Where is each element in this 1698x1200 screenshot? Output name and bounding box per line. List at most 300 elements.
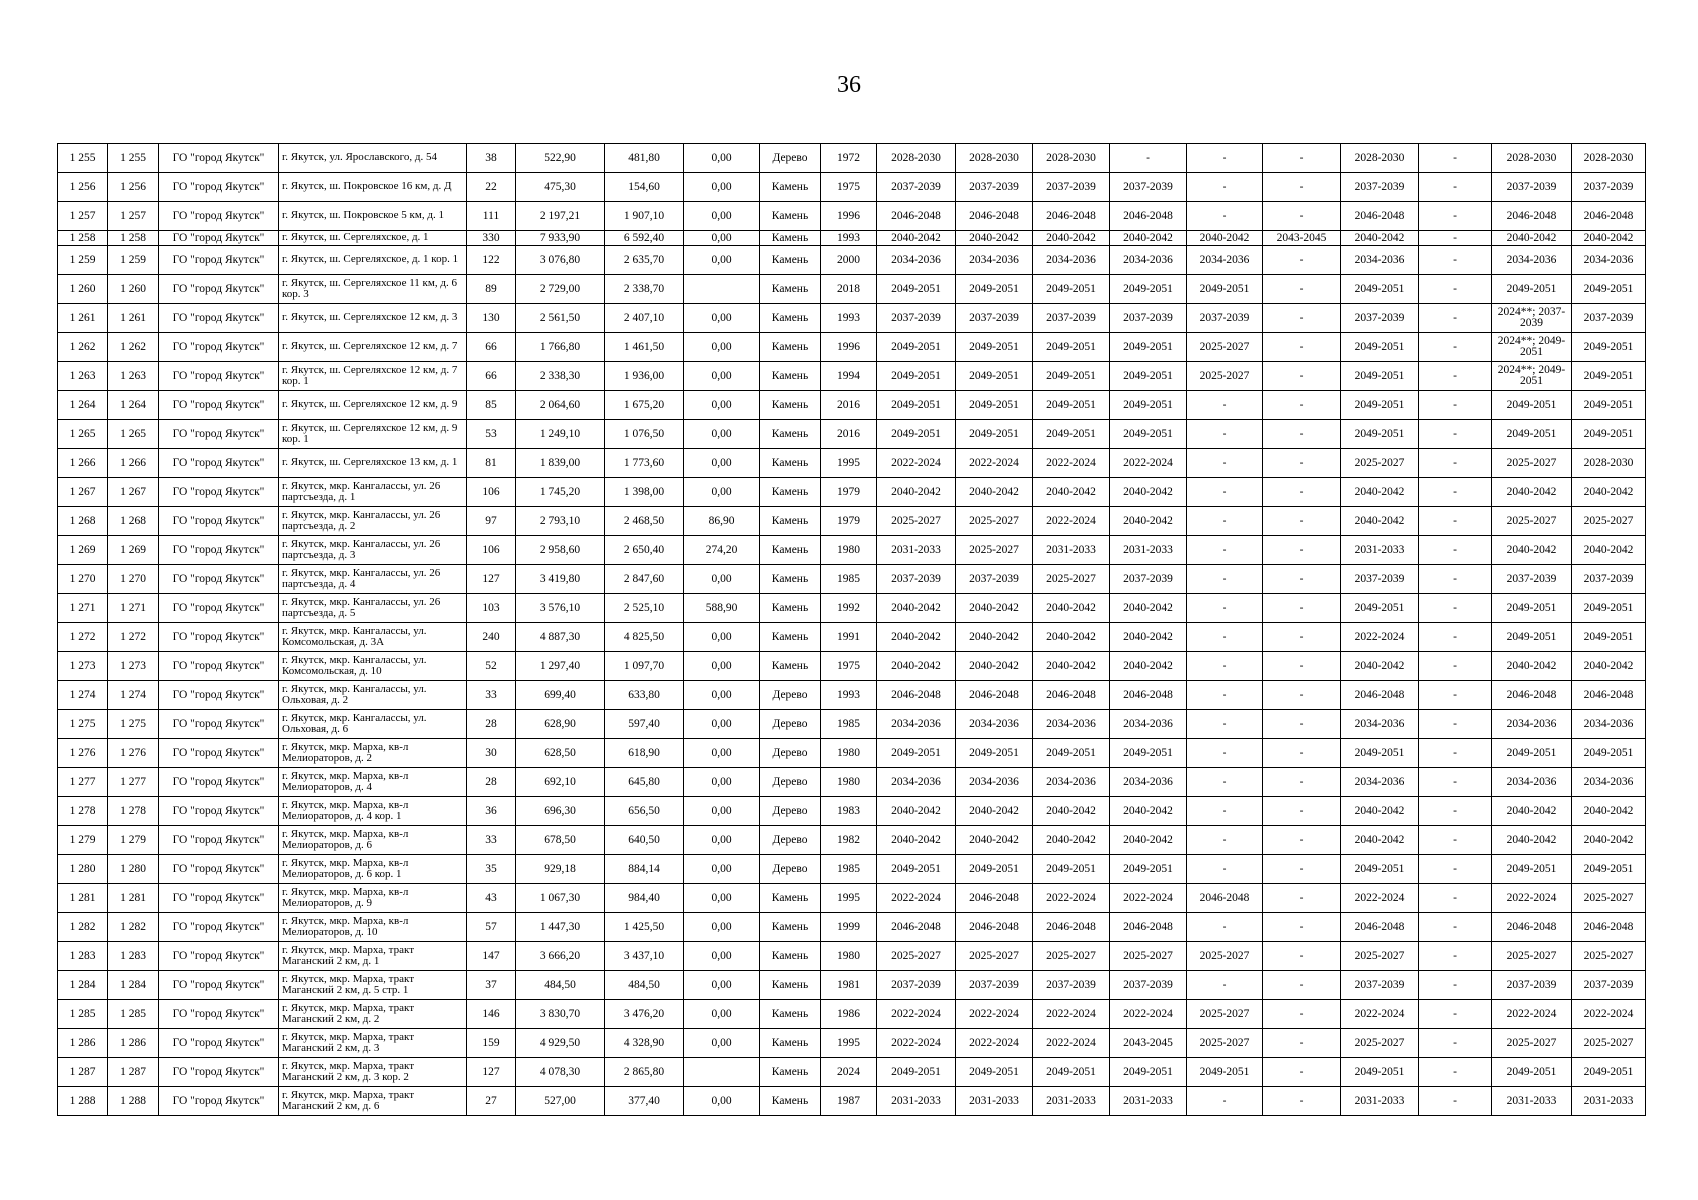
table-cell-col-18: -	[1419, 884, 1492, 913]
table-cell-col-14: 2037-2039	[1110, 173, 1187, 202]
table-cell-col-20: 2040-2042	[1572, 478, 1646, 507]
table-cell-col-14: 2034-2036	[1110, 710, 1187, 739]
table-cell-col-9: Дерево	[760, 681, 821, 710]
table-cell-col-2: 1 276	[108, 739, 159, 768]
table-cell-col-7: 4 825,50	[605, 623, 684, 652]
table-cell-col-20: 2034-2036	[1572, 768, 1646, 797]
table-cell-col-10: 2016	[821, 391, 877, 420]
table-cell-col-13: 2022-2024	[1033, 884, 1110, 913]
table-cell-col-12: 2022-2024	[956, 1000, 1033, 1029]
table-cell-col-10: 1979	[821, 507, 877, 536]
table-cell-col-12: 2049-2051	[956, 855, 1033, 884]
housing-register-table	[57, 143, 1646, 1116]
table-cell-col-16: -	[1263, 971, 1341, 1000]
table-cell-col-20: 2028-2030	[1572, 144, 1646, 173]
table-cell-col-10: 1980	[821, 768, 877, 797]
table-cell-col-6: 2 064,60	[516, 391, 605, 420]
table-cell-col-8: 0,00	[684, 855, 760, 884]
table-cell-col-14: 2049-2051	[1110, 391, 1187, 420]
table-cell-col-15: -	[1187, 652, 1263, 681]
table-cell-col-18: -	[1419, 536, 1492, 565]
table-cell-col-7: 2 338,70	[605, 275, 684, 304]
table-cell-col-8: 0,00	[684, 826, 760, 855]
table-cell-col-2: 1 268	[108, 507, 159, 536]
table-cell-col-17: 2049-2051	[1341, 420, 1419, 449]
table-cell-col-13: 2037-2039	[1033, 173, 1110, 202]
table-cell-col-1: 1 269	[58, 536, 108, 565]
table-cell-col-17: 2049-2051	[1341, 739, 1419, 768]
table-cell-col-8: 0,00	[684, 710, 760, 739]
table-cell-col-1: 1 280	[58, 855, 108, 884]
table-cell-col-1: 1 279	[58, 826, 108, 855]
table-cell-col-12: 2049-2051	[956, 362, 1033, 391]
table-cell-col-4: г. Якутск, ш. Сергеляхское 13 км, д. 1	[279, 449, 467, 478]
table-cell-col-19: 2034-2036	[1492, 246, 1572, 275]
table-cell-col-12: 2049-2051	[956, 420, 1033, 449]
table-cell-col-10: 2024	[821, 1058, 877, 1087]
table-cell-col-19: 2025-2027	[1492, 449, 1572, 478]
table-cell-col-11: 2022-2024	[877, 449, 956, 478]
table-cell-col-14: 2049-2051	[1110, 362, 1187, 391]
table-cell-col-11: 2049-2051	[877, 275, 956, 304]
table-cell-col-18: -	[1419, 1087, 1492, 1116]
table-cell-col-15: -	[1187, 536, 1263, 565]
table-cell-col-9: Камень	[760, 1029, 821, 1058]
table-cell-col-18: -	[1419, 565, 1492, 594]
table-cell-col-4: г. Якутск, ш. Сергеляхское 12 км, д. 9	[279, 391, 467, 420]
table-cell-col-9: Камень	[760, 246, 821, 275]
table-cell-col-3: ГО "город Якутск"	[159, 681, 279, 710]
table-cell-col-3: ГО "город Якутск"	[159, 478, 279, 507]
table-cell-col-4: г. Якутск, мкр. Марха, кв-л Мелиораторов, д. 6 кор. 1	[279, 855, 467, 884]
table-cell-col-15: -	[1187, 797, 1263, 826]
table-cell-col-11: 2037-2039	[877, 565, 956, 594]
table-cell-col-2: 1 279	[108, 826, 159, 855]
table-cell-col-11: 2046-2048	[877, 913, 956, 942]
table-cell-col-18: -	[1419, 913, 1492, 942]
table-cell-col-10: 1995	[821, 884, 877, 913]
table-cell-col-18: -	[1419, 1058, 1492, 1087]
table-cell-col-12: 2046-2048	[956, 913, 1033, 942]
table-cell-col-4: г. Якутск, мкр. Марха, кв-л Мелиораторов, д. 4 кор. 1	[279, 797, 467, 826]
table-cell-col-4: г. Якутск, мкр. Марха, тракт Маганский 2 км, д. 2	[279, 1000, 467, 1029]
table-cell-col-1: 1 261	[58, 304, 108, 333]
table-cell-col-19: 2046-2048	[1492, 913, 1572, 942]
table-cell-col-20: 2049-2051	[1572, 333, 1646, 362]
table-cell-col-15: -	[1187, 391, 1263, 420]
table-cell-col-11: 2049-2051	[877, 1058, 956, 1087]
table-cell-col-7: 2 635,70	[605, 246, 684, 275]
table-cell-col-3: ГО "город Якутск"	[159, 420, 279, 449]
table-row	[58, 333, 1646, 362]
table-cell-col-16: -	[1263, 536, 1341, 565]
table-cell-col-17: 2049-2051	[1341, 855, 1419, 884]
table-cell-col-7: 3 476,20	[605, 1000, 684, 1029]
table-cell-col-15: 2025-2027	[1187, 1029, 1263, 1058]
table-cell-col-7: 2 407,10	[605, 304, 684, 333]
table-cell-col-9: Камень	[760, 942, 821, 971]
table-cell-col-16: -	[1263, 942, 1341, 971]
table-cell-col-9: Камень	[760, 1087, 821, 1116]
table-cell-col-14: 2049-2051	[1110, 420, 1187, 449]
table-cell-col-5: 81	[467, 449, 516, 478]
table-cell-col-19: 2025-2027	[1492, 507, 1572, 536]
table-cell-col-19: 2049-2051	[1492, 623, 1572, 652]
table-cell-col-16: 2043-2045	[1263, 231, 1341, 246]
table-cell-col-6: 1 249,10	[516, 420, 605, 449]
table-cell-col-1: 1 268	[58, 507, 108, 536]
table-cell-col-6: 1 745,20	[516, 478, 605, 507]
table-cell-col-18: -	[1419, 202, 1492, 231]
table-cell-col-12: 2040-2042	[956, 623, 1033, 652]
table-cell-col-13: 2040-2042	[1033, 594, 1110, 623]
table-cell-col-19: 2022-2024	[1492, 884, 1572, 913]
table-cell-col-1: 1 277	[58, 768, 108, 797]
table-cell-col-10: 2018	[821, 275, 877, 304]
table-cell-col-1: 1 272	[58, 623, 108, 652]
table-cell-col-6: 3 576,10	[516, 594, 605, 623]
table-cell-col-8: 0,00	[684, 1087, 760, 1116]
table-cell-col-18: -	[1419, 507, 1492, 536]
table-cell-col-5: 36	[467, 797, 516, 826]
table-cell-col-9: Камень	[760, 173, 821, 202]
table-cell-col-2: 1 287	[108, 1058, 159, 1087]
table-cell-col-4: г. Якутск, ш. Сергеляхское 12 км, д. 3	[279, 304, 467, 333]
table-cell-col-13: 2049-2051	[1033, 333, 1110, 362]
table-cell-col-12: 2046-2048	[956, 202, 1033, 231]
table-cell-col-15: -	[1187, 855, 1263, 884]
table-cell-col-10: 1995	[821, 1029, 877, 1058]
table-cell-col-5: 111	[467, 202, 516, 231]
table-cell-col-8: 0,00	[684, 1000, 760, 1029]
table-cell-col-20: 2025-2027	[1572, 1029, 1646, 1058]
table-cell-col-5: 35	[467, 855, 516, 884]
table-cell-col-4: г. Якутск, ул. Ярославского, д. 54	[279, 144, 467, 173]
table-cell-col-15: -	[1187, 623, 1263, 652]
table-cell-col-15: -	[1187, 565, 1263, 594]
table-cell-col-5: 127	[467, 565, 516, 594]
table-cell-col-13: 2040-2042	[1033, 652, 1110, 681]
table-cell-col-10: 1972	[821, 144, 877, 173]
table-row	[58, 623, 1646, 652]
table-cell-col-5: 330	[467, 231, 516, 246]
table-cell-col-10: 1992	[821, 594, 877, 623]
table-cell-col-15: 2034-2036	[1187, 246, 1263, 275]
table-cell-col-18: -	[1419, 768, 1492, 797]
table-cell-col-8	[684, 275, 760, 304]
table-cell-col-16: -	[1263, 652, 1341, 681]
table-cell-col-14: 2046-2048	[1110, 913, 1187, 942]
table-cell-col-5: 146	[467, 1000, 516, 1029]
table-cell-col-4: г. Якутск, мкр. Марха, тракт Маганский 2 км, д. 6	[279, 1087, 467, 1116]
table-cell-col-12: 2037-2039	[956, 565, 1033, 594]
table-cell-col-10: 1999	[821, 913, 877, 942]
table-cell-col-9: Камень	[760, 623, 821, 652]
table-cell-col-8: 0,00	[684, 391, 760, 420]
table-cell-col-10: 1979	[821, 478, 877, 507]
table-cell-col-8: 0,00	[684, 797, 760, 826]
table-cell-col-17: 2040-2042	[1341, 507, 1419, 536]
table-row	[58, 652, 1646, 681]
table-cell-col-13: 2025-2027	[1033, 942, 1110, 971]
table-cell-col-4: г. Якутск, мкр. Кангаласcы, ул. 26 партсъезда, д. 3	[279, 536, 467, 565]
table-cell-col-15: -	[1187, 173, 1263, 202]
table-cell-col-14: 2022-2024	[1110, 884, 1187, 913]
table-cell-col-20: 2028-2030	[1572, 449, 1646, 478]
table-cell-col-19: 2025-2027	[1492, 1029, 1572, 1058]
table-cell-col-7: 1 936,00	[605, 362, 684, 391]
table-cell-col-20: 2049-2051	[1572, 739, 1646, 768]
table-cell-col-11: 2037-2039	[877, 971, 956, 1000]
table-cell-col-17: 2040-2042	[1341, 652, 1419, 681]
table-cell-col-18: -	[1419, 173, 1492, 202]
table-cell-col-8: 0,00	[684, 884, 760, 913]
table-cell-col-18: -	[1419, 681, 1492, 710]
table-cell-col-19: 2049-2051	[1492, 420, 1572, 449]
table-cell-col-12: 2040-2042	[956, 594, 1033, 623]
table-cell-col-10: 1991	[821, 623, 877, 652]
table-cell-col-9: Дерево	[760, 710, 821, 739]
table-cell-col-4: г. Якутск, мкр. Кангаласcы, ул. Комсомольская, д. 3А	[279, 623, 467, 652]
table-cell-col-1: 1 257	[58, 202, 108, 231]
table-cell-col-17: 2022-2024	[1341, 884, 1419, 913]
table-cell-col-7: 884,14	[605, 855, 684, 884]
table-cell-col-6: 699,40	[516, 681, 605, 710]
table-cell-col-17: 2031-2033	[1341, 1087, 1419, 1116]
table-cell-col-4: г. Якутск, мкр. Кангаласcы, ул. 26 партсъезда, д. 4	[279, 565, 467, 594]
table-cell-col-14: 2049-2051	[1110, 739, 1187, 768]
table-cell-col-18: -	[1419, 855, 1492, 884]
table-cell-col-5: 106	[467, 536, 516, 565]
table-cell-col-20: 2049-2051	[1572, 1058, 1646, 1087]
table-cell-col-12: 2049-2051	[956, 739, 1033, 768]
table-cell-col-10: 2016	[821, 420, 877, 449]
table-cell-col-14: 2037-2039	[1110, 565, 1187, 594]
table-cell-col-11: 2040-2042	[877, 652, 956, 681]
table-cell-col-15: -	[1187, 681, 1263, 710]
table-row	[58, 913, 1646, 942]
table-cell-col-2: 1 256	[108, 173, 159, 202]
table-cell-col-5: 66	[467, 362, 516, 391]
table-cell-col-8: 0,00	[684, 623, 760, 652]
table-cell-col-11: 2049-2051	[877, 391, 956, 420]
table-cell-col-15: -	[1187, 420, 1263, 449]
table-cell-col-11: 2040-2042	[877, 623, 956, 652]
table-cell-col-9: Дерево	[760, 797, 821, 826]
table-cell-col-18: -	[1419, 710, 1492, 739]
table-cell-col-10: 1975	[821, 173, 877, 202]
table-cell-col-2: 1 259	[108, 246, 159, 275]
table-row	[58, 681, 1646, 710]
table-cell-col-15: 2037-2039	[1187, 304, 1263, 333]
table-cell-col-19: 2024**; 2049-2051	[1492, 333, 1572, 362]
table-cell-col-7: 618,90	[605, 739, 684, 768]
table-cell-col-3: ГО "город Якутск"	[159, 826, 279, 855]
table-cell-col-5: 159	[467, 1029, 516, 1058]
table-cell-col-18: -	[1419, 304, 1492, 333]
table-cell-col-3: ГО "город Якутск"	[159, 173, 279, 202]
table-cell-col-8: 0,00	[684, 913, 760, 942]
table-row	[58, 391, 1646, 420]
table-cell-col-3: ГО "город Якутск"	[159, 144, 279, 173]
table-cell-col-12: 2040-2042	[956, 652, 1033, 681]
table-cell-col-2: 1 267	[108, 478, 159, 507]
table-cell-col-8: 0,00	[684, 1029, 760, 1058]
table-cell-col-11: 2046-2048	[877, 681, 956, 710]
table-cell-col-5: 240	[467, 623, 516, 652]
table-cell-col-9: Дерево	[760, 768, 821, 797]
table-cell-col-4: г. Якутск, мкр. Марха, кв-л Мелиораторов, д. 9	[279, 884, 467, 913]
table-cell-col-10: 1985	[821, 565, 877, 594]
table-cell-col-11: 2022-2024	[877, 884, 956, 913]
table-cell-col-4: г. Якутск, ш. Сергеляхское, д. 1 кор. 1	[279, 246, 467, 275]
table-cell-col-11: 2022-2024	[877, 1000, 956, 1029]
table-cell-col-12: 2040-2042	[956, 231, 1033, 246]
table-cell-col-2: 1 284	[108, 971, 159, 1000]
table-cell-col-20: 2031-2033	[1572, 1087, 1646, 1116]
table-cell-col-16: -	[1263, 565, 1341, 594]
table-cell-col-11: 2028-2030	[877, 144, 956, 173]
table-cell-col-11: 2022-2024	[877, 1029, 956, 1058]
table-cell-col-19: 2034-2036	[1492, 768, 1572, 797]
table-cell-col-7: 640,50	[605, 826, 684, 855]
table-cell-col-3: ГО "город Якутск"	[159, 333, 279, 362]
table-cell-col-1: 1 285	[58, 1000, 108, 1029]
table-cell-col-19: 2022-2024	[1492, 1000, 1572, 1029]
table-cell-col-5: 127	[467, 1058, 516, 1087]
table-cell-col-8: 0,00	[684, 173, 760, 202]
table-cell-col-9: Камень	[760, 420, 821, 449]
table-cell-col-20: 2049-2051	[1572, 275, 1646, 304]
table-cell-col-12: 2046-2048	[956, 884, 1033, 913]
table-cell-col-3: ГО "город Якутск"	[159, 1087, 279, 1116]
table-row	[58, 173, 1646, 202]
table-cell-col-20: 2037-2039	[1572, 304, 1646, 333]
table-cell-col-11: 2040-2042	[877, 594, 956, 623]
table-cell-col-12: 2037-2039	[956, 971, 1033, 1000]
table-cell-col-2: 1 264	[108, 391, 159, 420]
table-cell-col-6: 696,30	[516, 797, 605, 826]
table-cell-col-7: 2 847,60	[605, 565, 684, 594]
table-cell-col-6: 475,30	[516, 173, 605, 202]
table-cell-col-5: 89	[467, 275, 516, 304]
table-cell-col-16: -	[1263, 1058, 1341, 1087]
table-cell-col-13: 2022-2024	[1033, 507, 1110, 536]
table-cell-col-13: 2049-2051	[1033, 420, 1110, 449]
table-cell-col-2: 1 266	[108, 449, 159, 478]
table-cell-col-18: -	[1419, 971, 1492, 1000]
table-cell-col-6: 929,18	[516, 855, 605, 884]
table-cell-col-8: 0,00	[684, 144, 760, 173]
table-cell-col-20: 2049-2051	[1572, 362, 1646, 391]
table-row	[58, 420, 1646, 449]
table-cell-col-1: 1 266	[58, 449, 108, 478]
table-cell-col-2: 1 275	[108, 710, 159, 739]
table-cell-col-18: -	[1419, 478, 1492, 507]
table-cell-col-1: 1 273	[58, 652, 108, 681]
table-cell-col-8: 0,00	[684, 652, 760, 681]
table-cell-col-1: 1 281	[58, 884, 108, 913]
table-cell-col-2: 1 278	[108, 797, 159, 826]
table-cell-col-13: 2022-2024	[1033, 1000, 1110, 1029]
table-cell-col-19: 2049-2051	[1492, 1058, 1572, 1087]
table-cell-col-13: 2049-2051	[1033, 1058, 1110, 1087]
table-cell-col-1: 1 258	[58, 231, 108, 246]
table-cell-col-2: 1 258	[108, 231, 159, 246]
table-cell-col-2: 1 255	[108, 144, 159, 173]
table-row	[58, 231, 1646, 246]
table-cell-col-14: 2022-2024	[1110, 449, 1187, 478]
table-cell-col-14: 2040-2042	[1110, 623, 1187, 652]
table-cell-col-16: -	[1263, 768, 1341, 797]
table-cell-col-15: -	[1187, 739, 1263, 768]
table-cell-col-6: 1 297,40	[516, 652, 605, 681]
table-cell-col-5: 43	[467, 884, 516, 913]
table-cell-col-4: г. Якутск, мкр. Кангаласcы, ул. 26 партсъезда, д. 2	[279, 507, 467, 536]
table-cell-col-10: 1980	[821, 739, 877, 768]
table-cell-col-3: ГО "город Якутск"	[159, 362, 279, 391]
table-cell-col-11: 2034-2036	[877, 768, 956, 797]
table-cell-col-5: 66	[467, 333, 516, 362]
table-cell-col-12: 2025-2027	[956, 942, 1033, 971]
table-cell-col-17: 2025-2027	[1341, 1029, 1419, 1058]
table-cell-col-1: 1 276	[58, 739, 108, 768]
table-cell-col-17: 2037-2039	[1341, 971, 1419, 1000]
table-cell-col-2: 1 262	[108, 333, 159, 362]
table-cell-col-13: 2031-2033	[1033, 1087, 1110, 1116]
table-cell-col-16: -	[1263, 420, 1341, 449]
table-cell-col-20: 2049-2051	[1572, 855, 1646, 884]
table-cell-col-1: 1 259	[58, 246, 108, 275]
table-cell-col-9: Камень	[760, 362, 821, 391]
table-cell-col-16: -	[1263, 855, 1341, 884]
table-cell-col-12: 2040-2042	[956, 478, 1033, 507]
table-cell-col-16: -	[1263, 275, 1341, 304]
table-cell-col-8: 86,90	[684, 507, 760, 536]
table-cell-col-3: ГО "город Якутск"	[159, 768, 279, 797]
table-cell-col-7: 2 865,80	[605, 1058, 684, 1087]
table-cell-col-16: -	[1263, 362, 1341, 391]
table-cell-col-10: 1993	[821, 681, 877, 710]
table-row	[58, 275, 1646, 304]
table-cell-col-16: -	[1263, 173, 1341, 202]
table-cell-col-3: ГО "город Якутск"	[159, 1058, 279, 1087]
table-cell-col-3: ГО "город Якутск"	[159, 623, 279, 652]
table-cell-col-1: 1 262	[58, 333, 108, 362]
table-cell-col-15: -	[1187, 826, 1263, 855]
table-cell-col-16: -	[1263, 246, 1341, 275]
table-cell-col-14: 2037-2039	[1110, 304, 1187, 333]
table-cell-col-11: 2031-2033	[877, 1087, 956, 1116]
table-cell-col-5: 52	[467, 652, 516, 681]
table-cell-col-10: 1995	[821, 449, 877, 478]
table-cell-col-7: 484,50	[605, 971, 684, 1000]
table-cell-col-6: 1 766,80	[516, 333, 605, 362]
table-row	[58, 246, 1646, 275]
table-cell-col-16: -	[1263, 333, 1341, 362]
table-row	[58, 449, 1646, 478]
table-cell-col-7: 1 907,10	[605, 202, 684, 231]
table-cell-col-3: ГО "город Якутск"	[159, 971, 279, 1000]
table-cell-col-15: -	[1187, 768, 1263, 797]
table-cell-col-3: ГО "город Якутск"	[159, 913, 279, 942]
table-cell-col-13: 2049-2051	[1033, 362, 1110, 391]
table-cell-col-17: 2046-2048	[1341, 681, 1419, 710]
page-number: 36	[837, 72, 861, 98]
table-row	[58, 826, 1646, 855]
table-cell-col-4: г. Якутск, мкр. Марха, кв-л Мелиораторов, д. 10	[279, 913, 467, 942]
table-cell-col-17: 2049-2051	[1341, 275, 1419, 304]
